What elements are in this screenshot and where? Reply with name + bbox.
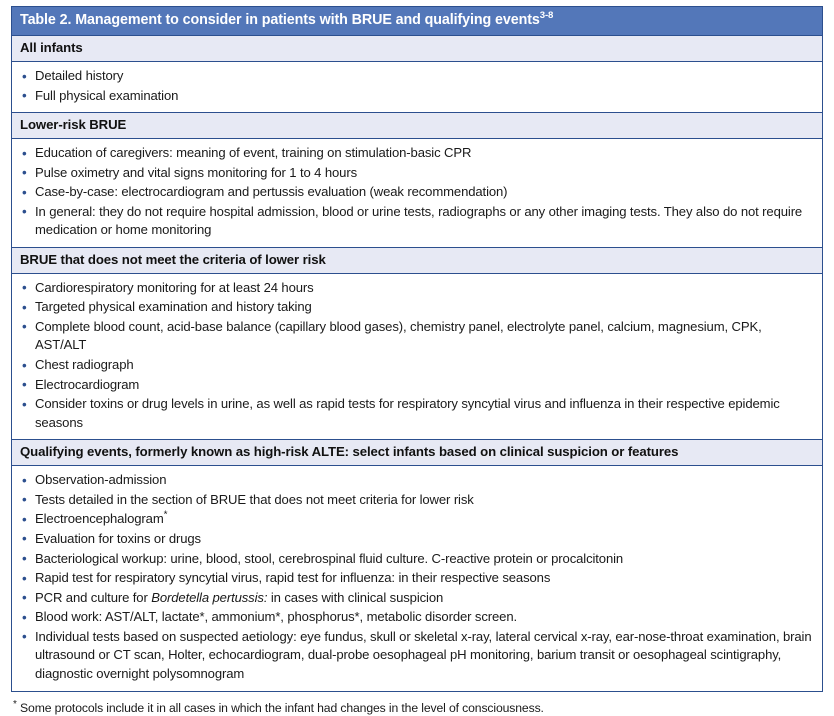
list-item: • Individual tests based on suspected aetiology: eye fundus, skull or skeletal x-ray, lateral cervical x-ray, ear-nose-throat examination, brain ultrasound or CT scan, Holter, echocardiogram, dual-probe oesophageal pH monitoring, barium transit or oesophageal scintigraphy, diagnostic overnight polysomnogram [20,628,814,684]
list-item: • Rapid test for respiratory syncytial virus, rapid test for influenza: in their respective seasons [20,569,814,588]
list-item: • Education of caregivers: meaning of event, training on stimulation-basic CPR [20,144,814,163]
list-item: • Detailed history [20,67,814,86]
management-table [11,6,823,692]
table-title-superscript: 3-8 [539,10,554,22]
section-heading-qualifying-events: Qualifying events, formerly known as high-risk ALTE: select infants based on clinical suspicion or features [12,439,822,466]
list-item-text-post: in cases with clinical suspicion [267,589,444,605]
footnote-marker-ref: * [163,510,168,521]
table-title-text: Table 2. Management to consider in patients with BRUE and qualifying events [20,12,540,28]
species-name-italic: Bordetella pertussis: [151,589,268,605]
list-item [20,510,814,529]
list-item: • Cardiorespiratory monitoring for at least 24 hours [20,279,814,298]
section-heading-all-infants: All infants [12,36,822,62]
section-body-lower-risk-brue [12,139,822,247]
table-title [12,6,822,36]
list-item-text: Electroencephalogram [35,511,164,527]
list-item: • In general: they do not require hospital admission, blood or urine tests, radiographs or any other imaging tests. They also do not require medication or home monitoring [20,203,814,240]
list-item: • Observation-admission [20,471,814,490]
bullet-list-all-infants [20,67,814,105]
list-item: • Electrocardiogram [20,376,814,395]
section-body-all-infants [12,62,822,112]
list-item [20,589,814,608]
list-item: • Bacteriological workup: urine, blood, stool, cerebrospinal fluid culture. C-reactive protein or procalcitonin [20,550,814,569]
list-item: • Case-by-case: electrocardiogram and pertussis evaluation (weak recommendation) [20,183,814,202]
section-body-qualifying-events [12,466,822,690]
footnote-marker: * [13,698,17,710]
bullet-list-qualifying-events [20,471,814,683]
list-item: • Complete blood count, acid-base balance (capillary blood gases), chemistry panel, electrolyte panel, calcium, magnesium, CPK, AST/ALT [20,318,814,355]
list-item: • Tests detailed in the section of BRUE that does not meet criteria for lower risk [20,491,814,510]
section-body-not-lower-risk [12,274,822,440]
bullet-list-lower-risk-brue [20,144,814,240]
list-item: • Full physical examination [20,87,814,106]
list-item: • Chest radiograph [20,356,814,375]
section-heading-lower-risk-brue: Lower-risk BRUE [12,112,822,139]
list-item: • Pulse oximetry and vital signs monitoring for 1 to 4 hours [20,164,814,183]
list-item: • Blood work: AST/ALT, lactate*, ammonium*, phosphorus*, metabolic disorder screen. [20,608,814,627]
list-item: • Targeted physical examination and history taking [20,298,814,317]
section-heading-not-lower-risk: BRUE that does not meet the criteria of lower risk [12,247,822,274]
bullet-list-not-lower-risk [20,279,814,433]
list-item: • Evaluation for toxins or drugs [20,530,814,549]
table-footnote [11,692,823,716]
footnote-text: Some protocols include it in all cases in which the infant had changes in the level of consciousness. [16,700,544,715]
list-item: • Consider toxins or drug levels in urine, as well as rapid tests for respiratory syncytial virus and influenza in their respective epidemic seasons [20,395,814,432]
list-item-text-pre: PCR and culture for [35,589,152,605]
